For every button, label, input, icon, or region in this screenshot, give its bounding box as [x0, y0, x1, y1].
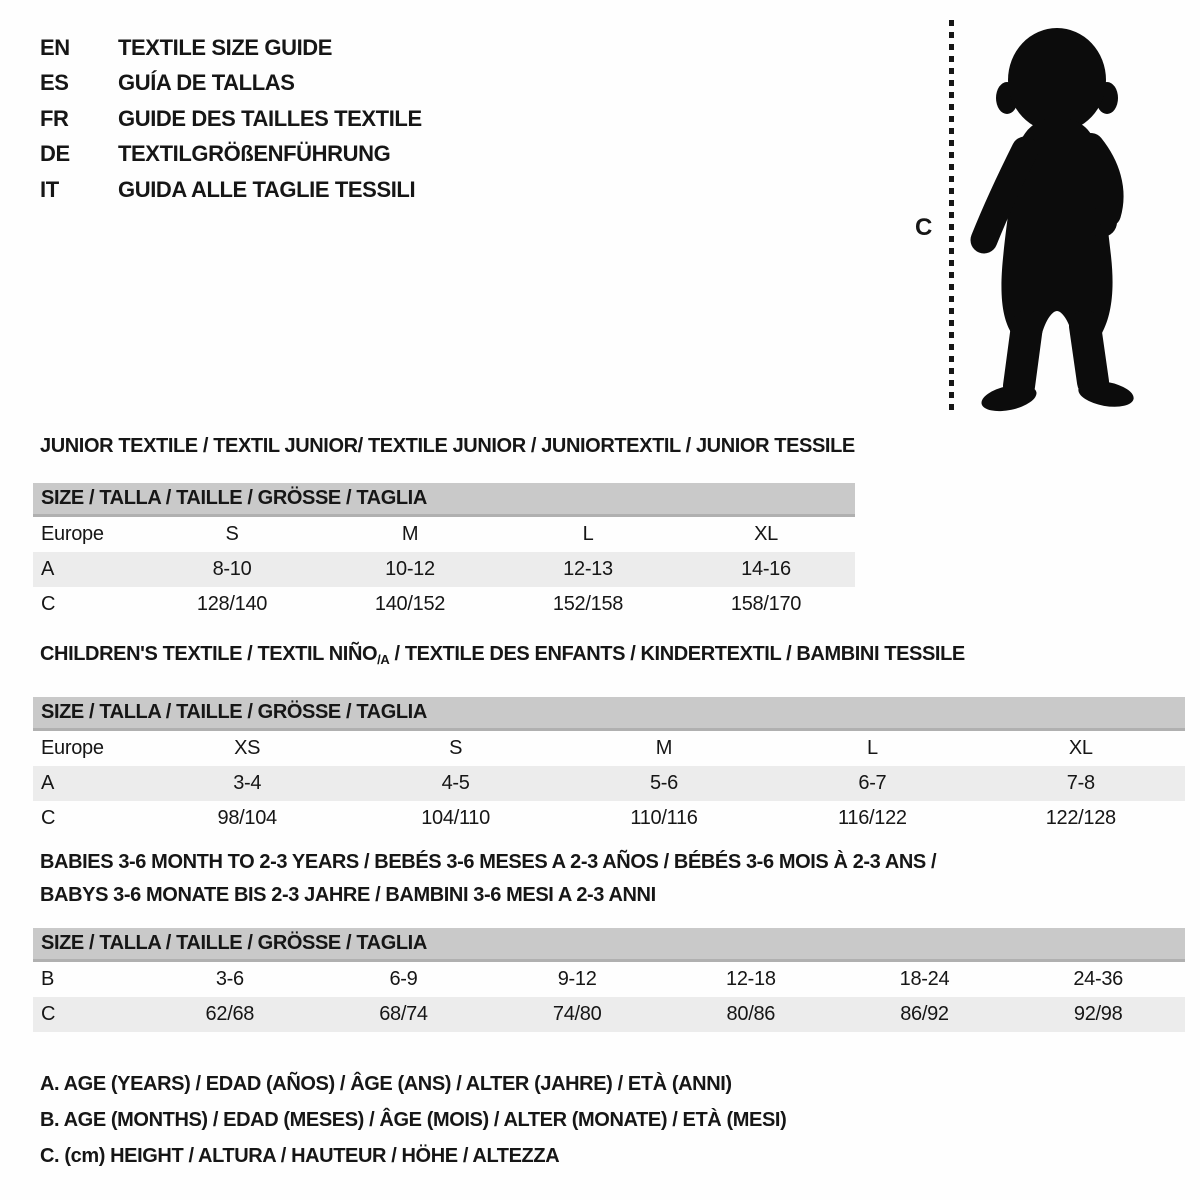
language-row	[40, 30, 422, 66]
children-size-table	[33, 697, 1185, 836]
babies-title-line2: BABYS 3-6 MONATE BIS 2-3 JAHRE / BAMBINI 3-6 MESI A 2-3 ANNI	[40, 884, 656, 906]
size-value: XL	[754, 523, 778, 545]
size-value: XL	[1068, 737, 1093, 759]
section-junior-textile	[33, 433, 855, 622]
height-value: 98/104	[217, 807, 277, 829]
row-label: Europe	[41, 737, 104, 759]
height-measure-line	[949, 20, 954, 416]
section-babies-textile	[33, 846, 1185, 1032]
babies-size-table	[33, 928, 1185, 1032]
table-row-months	[33, 962, 1185, 997]
height-value: 62/68	[205, 1003, 255, 1025]
age-value: 12-13	[563, 558, 613, 580]
language-row	[40, 66, 422, 102]
age-value: 6-7	[858, 772, 887, 794]
babies-title-line1: BABIES 3-6 MONTH TO 2-3 YEARS / BEBÉS 3-6 MESES A 2-3 AÑOS / BÉBÉS 3-6 MOIS À 2-3 ANS /	[40, 851, 937, 873]
language-row	[40, 137, 422, 173]
table-row-height	[33, 801, 1185, 836]
height-value: 74/80	[552, 1003, 602, 1025]
language-code: FR	[40, 105, 69, 131]
size-value: L	[866, 737, 878, 759]
size-value: M	[655, 737, 673, 759]
row-label: C	[41, 807, 56, 829]
table-row-europe	[33, 517, 855, 552]
height-value: 158/170	[730, 593, 802, 615]
legend-line-a: A. AGE (YEARS) / EDAD (AÑOS) / ÂGE (ANS) / ALTER (JAHRE) / ETÀ (ANNI)	[40, 1073, 732, 1095]
age-value: 10-12	[385, 558, 435, 580]
height-figure	[905, 18, 1165, 418]
legend-line-b: B. AGE (MONTHS) / EDAD (MESES) / ÂGE (MOIS) / ALTER (MONATE) / ETÀ (MESI)	[40, 1109, 787, 1131]
months-value: 24-36	[1073, 968, 1123, 990]
junior-section-title: JUNIOR TEXTILE / TEXTIL JUNIOR/ TEXTILE JUNIOR / JUNIORTEXTIL / JUNIOR TESSILE	[40, 435, 855, 457]
months-value: 6-9	[389, 968, 418, 990]
age-value: 5-6	[649, 772, 678, 794]
age-value: 14-16	[741, 558, 791, 580]
height-value: 68/74	[379, 1003, 428, 1025]
row-label: A	[41, 772, 55, 794]
size-value: XS	[234, 737, 261, 759]
junior-size-table	[33, 483, 855, 622]
height-value: 122/128	[1045, 807, 1116, 829]
language-title: GUIDE DES TAILLES TEXTILE	[118, 105, 422, 131]
table-row-europe	[33, 731, 1185, 766]
months-value: 18-24	[899, 968, 950, 990]
language-row	[40, 101, 422, 137]
row-label: A	[41, 558, 55, 580]
row-label: C	[41, 593, 56, 615]
table-row-height	[33, 587, 855, 622]
row-label: C	[41, 1003, 56, 1025]
toddler-silhouette-icon	[969, 18, 1144, 418]
size-value: L	[582, 523, 594, 545]
language-title-list	[40, 30, 422, 208]
language-code: IT	[40, 176, 59, 202]
babies-section-title	[40, 846, 1185, 912]
age-value: 8-10	[212, 558, 252, 580]
size-value: M	[401, 523, 419, 545]
language-code: ES	[40, 70, 69, 96]
language-code: EN	[40, 34, 70, 60]
language-code: DE	[40, 141, 70, 167]
language-title: TEXTILE SIZE GUIDE	[118, 34, 333, 60]
months-value: 12-18	[726, 968, 776, 990]
months-value: 9-12	[557, 968, 597, 990]
size-value: S	[449, 737, 463, 759]
language-title: GUÍA DE TALLAS	[118, 70, 295, 96]
section-children-textile	[33, 641, 1185, 836]
children-title-subscript: /A	[377, 652, 390, 667]
height-value: 86/92	[900, 1003, 949, 1025]
table-row-height	[33, 997, 1185, 1032]
language-title: TEXTILGRÖßENFÜHRUNG	[118, 141, 391, 167]
legend-line-c: C. (cm) HEIGHT / ALTURA / HAUTEUR / HÖHE / ALTEZZA	[40, 1145, 560, 1167]
size-table-header: SIZE / TALLA / TAILLE / GRÖSSE / TAGLIA	[33, 697, 1185, 731]
row-label: B	[41, 968, 55, 990]
age-value: 3-4	[233, 772, 262, 794]
children-title-suffix: / TEXTILE DES ENFANTS / KINDERTEXTIL / BAMBINI TESSILE	[389, 643, 965, 665]
children-title-prefix: CHILDREN'S TEXTILE / TEXTIL NIÑO	[40, 643, 378, 665]
row-label: Europe	[41, 523, 104, 545]
size-value: S	[225, 523, 239, 545]
age-value: 4-5	[441, 772, 470, 794]
size-table-header: SIZE / TALLA / TAILLE / GRÖSSE / TAGLIA	[33, 928, 1185, 962]
height-dimension-label: C	[915, 214, 933, 241]
size-table-header: SIZE / TALLA / TAILLE / GRÖSSE / TAGLIA	[33, 483, 855, 517]
height-value: 152/158	[552, 593, 624, 615]
legend	[40, 1066, 786, 1174]
height-value: 128/140	[196, 593, 268, 615]
height-value: 104/110	[421, 807, 490, 829]
language-row	[40, 172, 422, 208]
months-value: 3-6	[215, 968, 244, 990]
height-value: 140/152	[374, 593, 446, 615]
age-value: 7-8	[1066, 772, 1095, 794]
height-value: 110/116	[630, 807, 698, 829]
height-value: 80/86	[726, 1003, 776, 1025]
height-value: 92/98	[1073, 1003, 1123, 1025]
children-section-title	[40, 641, 1185, 673]
table-row-age	[33, 552, 855, 587]
language-title: GUIDA ALLE TAGLIE TESSILI	[118, 176, 416, 202]
height-value: 116/122	[838, 807, 907, 829]
table-row-age	[33, 766, 1185, 801]
